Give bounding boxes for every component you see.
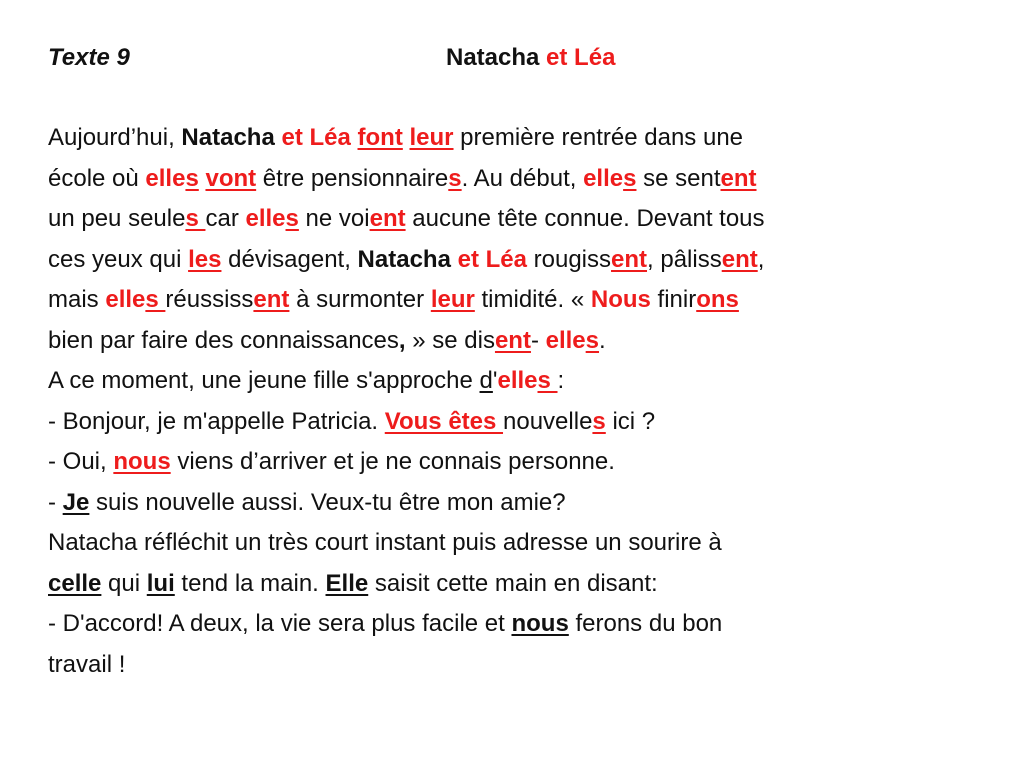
- highlighted-subject: elle: [145, 164, 186, 192]
- highlighted-grammar-mark: s: [145, 286, 166, 313]
- plain-text: -: [48, 488, 63, 516]
- plain-text: un peu seule: [48, 205, 186, 232]
- bold-name: Natacha: [357, 245, 451, 273]
- plain-text: première rentrée dans une: [453, 124, 744, 151]
- plain-text: . Au début,: [461, 164, 584, 192]
- text-line: [48, 645, 978, 686]
- plain-text: se sent: [636, 164, 721, 192]
- plain-text: » se dis: [405, 326, 495, 354]
- story-title: [446, 40, 615, 76]
- plain-text: dévisagent,: [221, 245, 358, 273]
- text-line: [48, 564, 978, 605]
- text-line: [48, 483, 978, 524]
- highlighted-grammar-mark: ent: [253, 286, 290, 313]
- highlighted-grammar-mark: s: [592, 407, 606, 435]
- slide-header: [48, 40, 978, 76]
- plain-text: rougiss: [526, 245, 612, 273]
- highlighted-subject: Nous: [590, 286, 651, 313]
- plain-text: mais: [48, 286, 106, 313]
- plain-text: viens d’arriver et je ne connais personne.: [170, 448, 615, 475]
- highlighted-subject: elle: [545, 326, 586, 354]
- highlighted-grammar-mark: s: [185, 205, 206, 232]
- highlighted-grammar-mark: leur: [430, 286, 475, 313]
- highlighted-grammar-mark: vont: [205, 164, 257, 192]
- highlighted-grammar-mark: ent: [369, 205, 406, 232]
- plain-text: Aujourd’hui,: [48, 124, 182, 151]
- highlighted-grammar-mark: nous: [113, 448, 171, 475]
- highlighted-subject: et Léa: [281, 124, 351, 151]
- plain-text: ici ?: [605, 407, 656, 435]
- highlighted-subject: et Léa: [546, 44, 616, 71]
- highlighted-grammar-mark: s: [537, 367, 558, 394]
- highlighted-subject: et Léa: [457, 245, 527, 273]
- highlighted-grammar-mark: font: [357, 124, 403, 151]
- underlined-pronoun: Je: [62, 488, 90, 516]
- plain-text: - Bonjour, je m'appelle Patricia.: [48, 407, 385, 435]
- plain-text: travail !: [48, 650, 126, 678]
- plain-text: - D'accord! A deux, la vie sera plus facile et: [48, 610, 512, 637]
- text-number-label: Texte 9: [48, 44, 130, 71]
- plain-text: .: [599, 326, 606, 354]
- underlined-pronoun: celle: [48, 569, 102, 597]
- plain-text: -: [530, 326, 546, 354]
- bold-name: ,: [398, 326, 406, 354]
- underlined-pronoun: lui: [146, 569, 175, 597]
- plain-text: car: [205, 205, 246, 232]
- plain-text: à surmonter: [289, 286, 431, 313]
- story-text: [48, 118, 978, 685]
- highlighted-grammar-mark: s: [623, 164, 637, 192]
- plain-text: A ce moment, une jeune fille s'approche: [48, 367, 480, 394]
- highlighted-grammar-mark: s: [585, 326, 600, 354]
- highlighted-grammar-mark: leur: [409, 124, 454, 151]
- highlighted-grammar-mark: s: [285, 205, 299, 232]
- plain-text: aucune tête connue. Devant tous: [405, 205, 765, 232]
- highlighted-subject: elle: [245, 205, 286, 232]
- plain-text: timidité. «: [474, 286, 591, 313]
- text-line: [48, 442, 978, 483]
- underlined-mark: d: [479, 367, 493, 394]
- plain-text: tend la main.: [174, 569, 326, 597]
- text-line: [48, 523, 978, 564]
- text-line: [48, 280, 978, 321]
- plain-text: ,: [757, 245, 765, 273]
- plain-text: saisit cette main en disant:: [368, 569, 658, 597]
- plain-text: école où: [48, 164, 146, 192]
- highlighted-subject: elle: [583, 164, 624, 192]
- plain-text: nouvelle: [503, 407, 593, 435]
- plain-text: ': [492, 367, 498, 394]
- underlined-pronoun: nous: [511, 610, 569, 637]
- plain-text: réussiss: [165, 286, 254, 313]
- bold-name: Natacha: [181, 124, 275, 151]
- highlighted-grammar-mark: Vous êtes: [384, 407, 504, 435]
- plain-text: ces yeux qui: [48, 245, 189, 273]
- plain-text: - Oui,: [48, 448, 114, 475]
- highlighted-grammar-mark: les: [188, 245, 222, 273]
- highlighted-subject: elle: [497, 367, 538, 394]
- text-line: [48, 321, 978, 362]
- plain-text: qui: [101, 569, 147, 597]
- highlighted-grammar-mark: ent: [494, 326, 531, 354]
- plain-text: suis nouvelle aussi. Veux-tu être mon amie?: [89, 488, 566, 516]
- text-line: [48, 402, 978, 443]
- plain-text: finir: [650, 286, 697, 313]
- bold-name: Natacha: [446, 44, 547, 71]
- plain-text: [451, 246, 458, 273]
- plain-text: , pâliss: [647, 245, 722, 273]
- text-line: [48, 159, 978, 200]
- plain-text: bien par faire des connaissances: [48, 326, 399, 354]
- highlighted-subject: elle: [105, 286, 146, 313]
- plain-text: ne voi: [298, 205, 370, 232]
- highlighted-grammar-mark: ent: [720, 164, 757, 192]
- plain-text: [403, 124, 410, 151]
- highlighted-grammar-mark: ons: [696, 286, 739, 313]
- text-line: [48, 604, 978, 645]
- plain-text: :: [557, 367, 565, 394]
- highlighted-grammar-mark: s: [185, 164, 199, 192]
- highlighted-grammar-mark: s: [448, 164, 462, 192]
- plain-text: ferons du bon: [568, 610, 723, 637]
- text-line: [48, 361, 978, 402]
- text-line: [48, 199, 978, 240]
- underlined-pronoun: Elle: [325, 569, 369, 597]
- text-line: [48, 118, 978, 159]
- highlighted-grammar-mark: ent: [721, 245, 758, 273]
- plain-text: être pensionnaire: [256, 164, 449, 192]
- plain-text: Natacha réfléchit un très court instant puis adresse un sourire à: [48, 529, 722, 556]
- highlighted-grammar-mark: ent: [611, 245, 648, 273]
- plain-text: [351, 124, 358, 151]
- text-line: [48, 240, 978, 281]
